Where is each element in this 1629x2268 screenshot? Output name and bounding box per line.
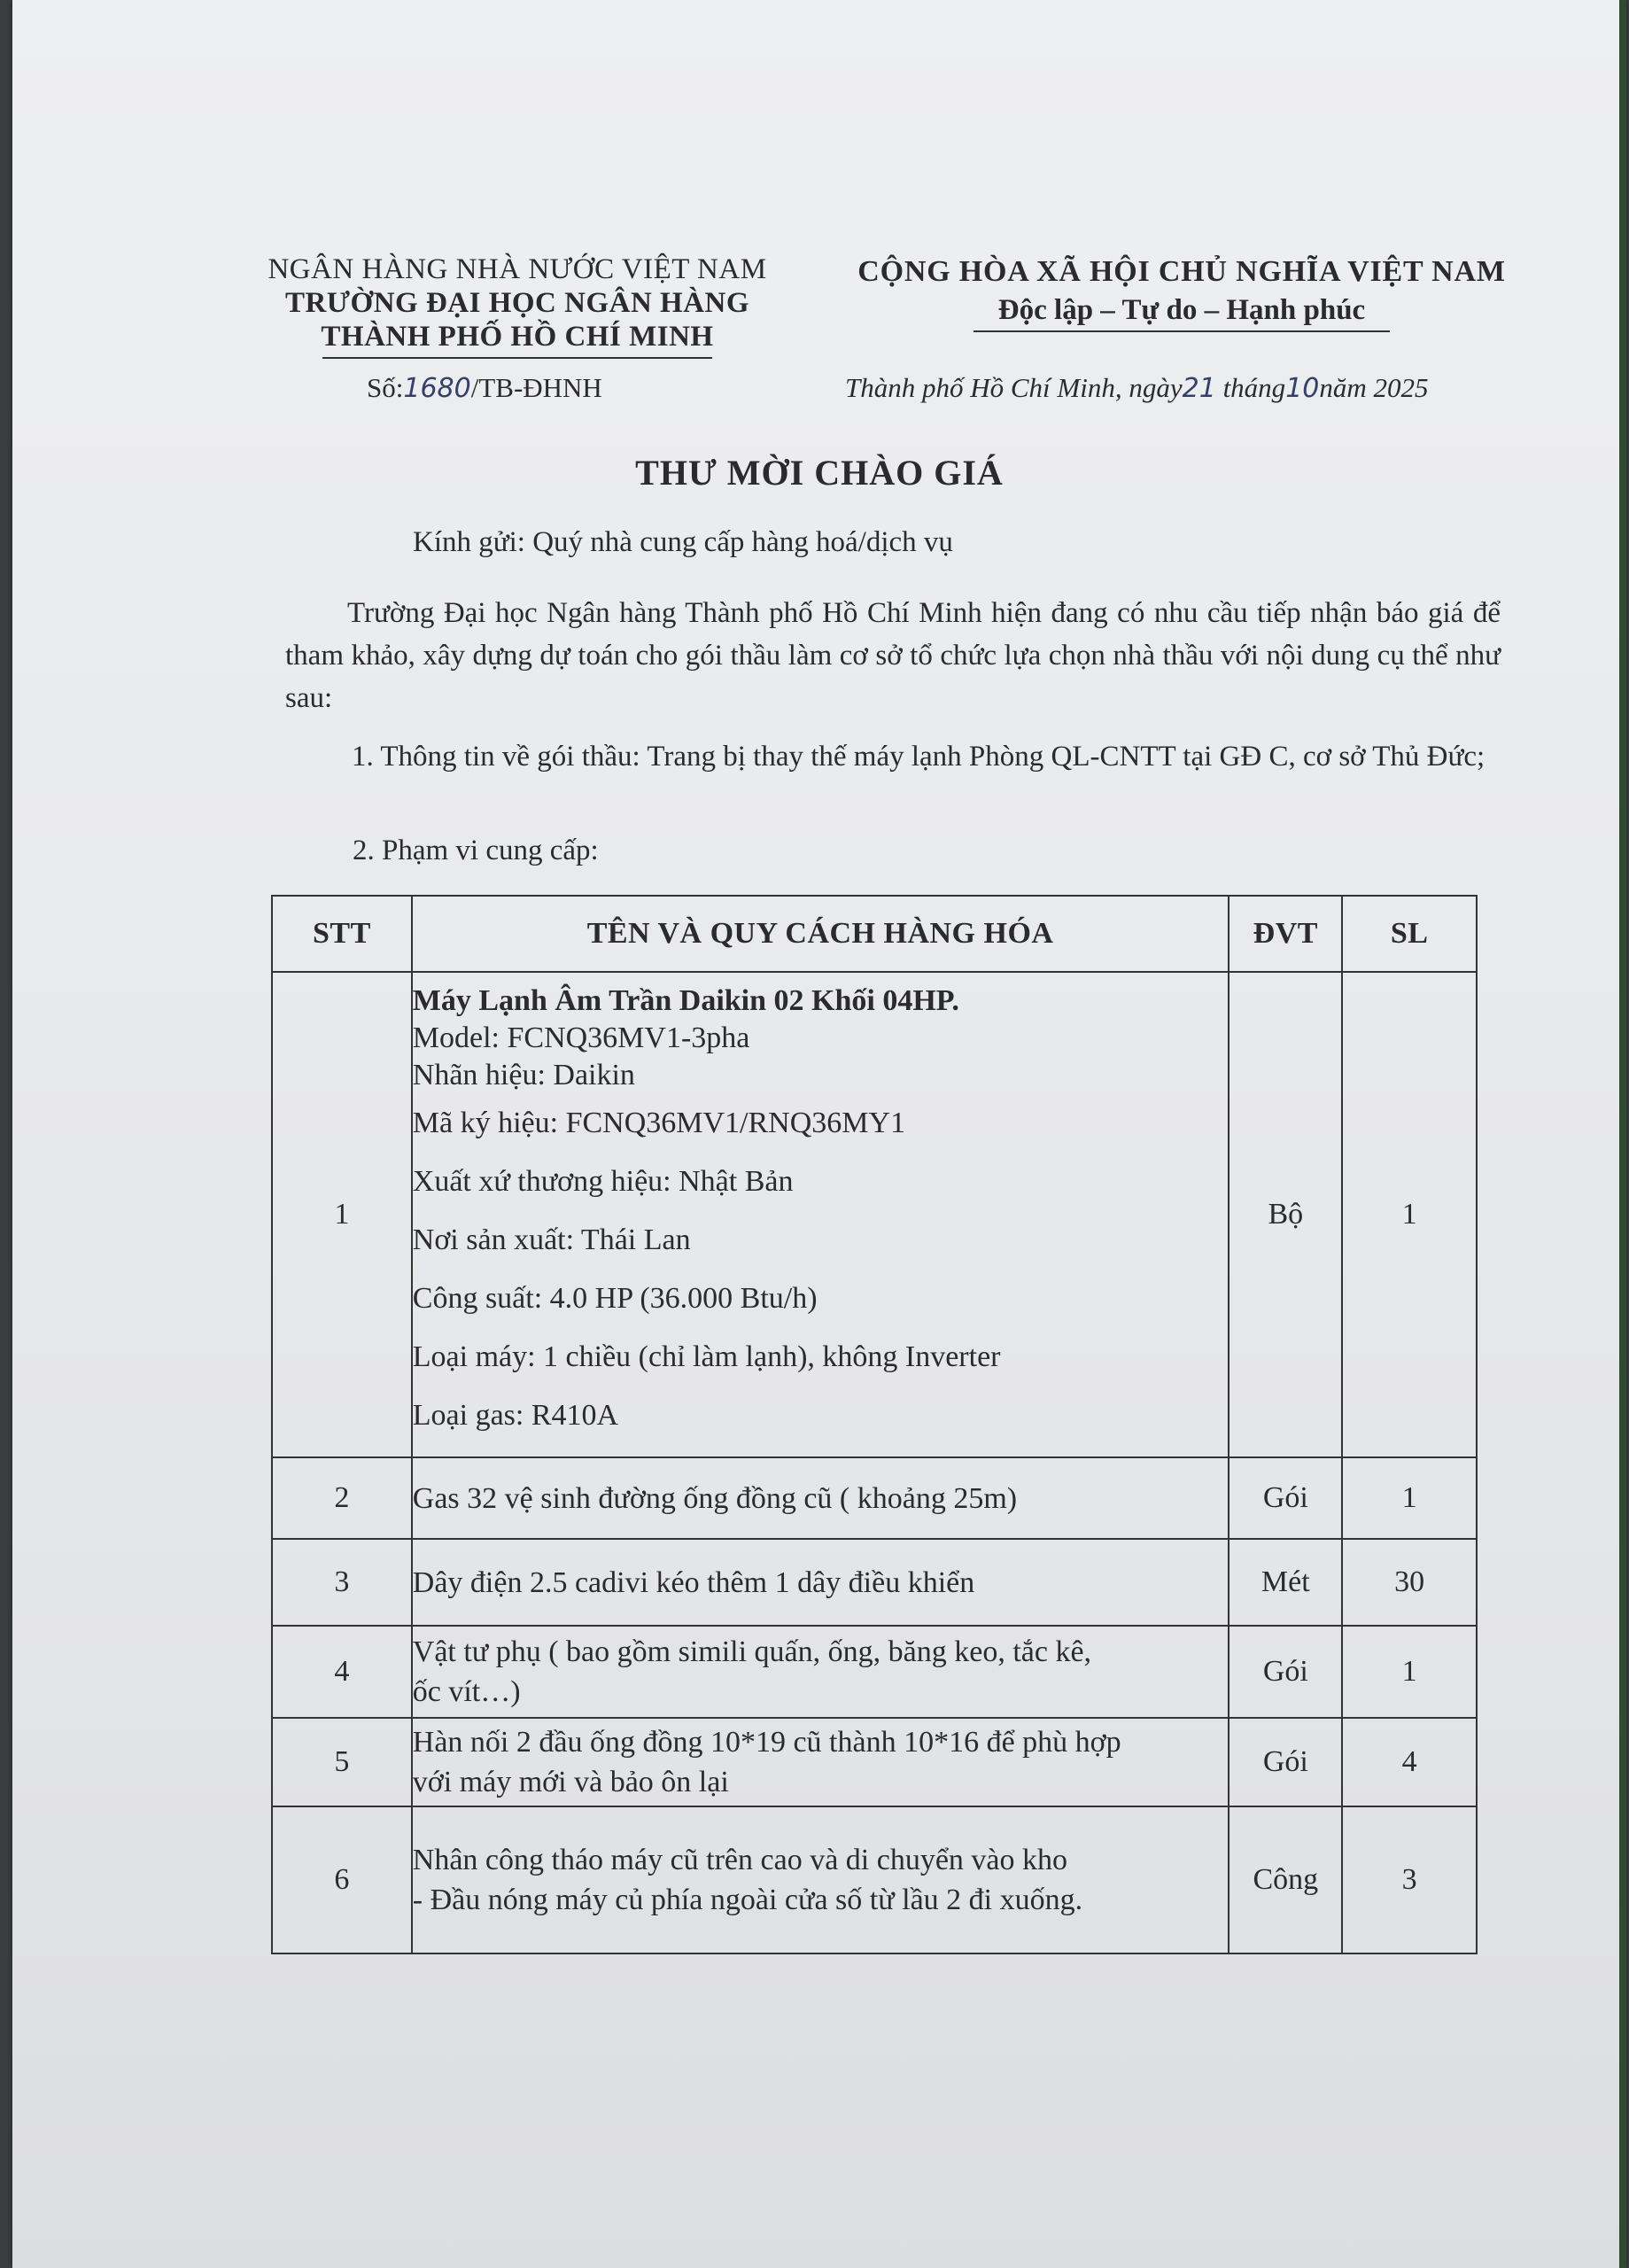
issuer-line-2: TRƯỜNG ĐẠI HỌC NGÂN HÀNG	[284, 287, 750, 319]
page-edge-background	[1619, 0, 1626, 2268]
cell-qty: 1	[1342, 972, 1477, 1457]
spec-line: Nhãn hiệu: Daikin	[412, 1059, 635, 1091]
description-line: Gas 32 vệ sinh đường ống đồng cũ ( khoảng 25m)	[412, 1481, 1018, 1515]
table-row	[272, 1457, 1477, 1539]
country-name: CỘNG HÒA XÃ HỘI CHỦ NGHĨA VIỆT NAM	[857, 255, 1506, 288]
date-month: 10	[1285, 373, 1320, 404]
spec-line: Xuất xứ thương hiệu: Nhật Bản	[412, 1165, 794, 1198]
table-header-row	[272, 896, 1477, 972]
description-line: - Đầu nóng máy củ phía ngoài cửa số từ lầu 2 đi xuống.	[412, 1884, 1083, 1916]
cell-stt: 2	[272, 1457, 412, 1539]
cell-unit: Gói	[1229, 1457, 1342, 1539]
document-number-prefix: Số:	[367, 372, 404, 403]
description-line: ốc vít…)	[412, 1675, 521, 1708]
table-row	[272, 1626, 1477, 1718]
description-line: Dây điện 2.5 cadivi kéo thêm 1 dây điều khiển	[412, 1565, 975, 1599]
cell-qty: 3	[1342, 1806, 1477, 1953]
issuer-line-3: THÀNH PHỐ HỒ CHÍ MINH	[321, 321, 714, 353]
cell-stt: 6	[272, 1806, 412, 1953]
document-date	[845, 372, 1429, 404]
date-month-label: tháng	[1222, 372, 1286, 403]
national-motto-block	[841, 252, 1523, 332]
cell-stt: 3	[272, 1539, 412, 1626]
cell-unit: Gói	[1229, 1718, 1342, 1806]
package-info-paragraph: 1. Thông tin về gói thầu: Trang bị thay thế máy lạnh Phòng QL-CNTT tại GĐ C, cơ sở Thủ Đức;	[352, 741, 1485, 773]
motto-underline	[974, 330, 1390, 332]
cell-qty: 1	[1342, 1626, 1477, 1718]
spec-line: Loại máy: 1 chiều (chỉ làm lạnh), không Inverter	[412, 1340, 1001, 1373]
date-day: 21	[1182, 373, 1216, 404]
cell-stt: 1	[272, 972, 412, 1457]
cell-qty: 1	[1342, 1457, 1477, 1539]
header-stt: STT	[272, 896, 412, 972]
cell-description	[412, 1806, 1230, 1953]
document-number-handwritten: 1680	[403, 373, 471, 404]
issuer-line-1: NGÂN HÀNG NHÀ NƯỚC VIỆT NAM	[268, 253, 767, 285]
intro-paragraph: Trường Đại học Ngân hàng Thành phố Hồ Chí Minh hiện đang có nhu cầu tiếp nhận báo giá để tham khảo, xây dựng dự toán cho gói thầu làm cơ sở tổ chức lựa chọn nhà thầu với nội dung cụ thể như sau:	[285, 597, 1501, 714]
cell-description	[412, 1626, 1230, 1718]
header-unit: ĐVT	[1229, 896, 1342, 972]
spec-line: Mã ký hiệu: FCNQ36MV1/RNQ36MY1	[412, 1107, 906, 1139]
date-prefix: Thành phố Hồ Chí Minh, ngày	[845, 372, 1183, 403]
cell-stt: 4	[272, 1626, 412, 1718]
greeting: Kính gửi: Quý nhà cung cấp hàng hoá/dịch vụ	[413, 526, 953, 558]
motto: Độc lập – Tự do – Hạnh phúc	[997, 294, 1366, 326]
cell-unit: Công	[1229, 1806, 1342, 1953]
cell-description	[412, 1539, 1230, 1626]
cell-description	[412, 1718, 1230, 1806]
cell-stt: 5	[272, 1718, 412, 1806]
description-line: Nhân công tháo máy cũ trên cao và di chuyển vào kho	[412, 1844, 1068, 1876]
cell-unit: Mét	[1229, 1539, 1342, 1626]
issuer-block	[252, 252, 783, 359]
document-number	[367, 372, 602, 404]
description-line: Hàn nối 2 đầu ống đồng 10*19 cũ thành 10*16 để phù hợp	[412, 1726, 1121, 1759]
cell-unit: Gói	[1229, 1626, 1342, 1718]
header-qty: SL	[1342, 896, 1477, 972]
table-row	[272, 972, 1477, 1457]
document-page	[12, 0, 1626, 2268]
cell-description	[412, 972, 1230, 1457]
items-table	[271, 895, 1478, 1954]
table-row	[272, 1718, 1477, 1806]
cell-qty: 4	[1342, 1718, 1477, 1806]
spec-line: Loại gas: R410A	[412, 1399, 619, 1432]
scope-heading: 2. Phạm vi cung cấp:	[353, 835, 599, 866]
spec-line: Model: FCNQ36MV1-3pha	[412, 1021, 750, 1054]
item-title: Máy Lạnh Âm Trần Daikin 02 Khối 04HP.	[412, 984, 959, 1017]
table-row	[272, 1806, 1477, 1953]
description-line: Vật tư phụ ( bao gồm simili quấn, ống, băng keo, tắc kê,	[412, 1635, 1092, 1668]
cell-unit: Bộ	[1229, 972, 1342, 1457]
spec-line: Nơi sản xuất: Thái Lan	[412, 1223, 691, 1256]
cell-description	[412, 1457, 1230, 1539]
document-number-suffix: /TB-ĐHNH	[470, 372, 602, 403]
description-line: với máy mới và bảo ôn lại	[412, 1766, 729, 1798]
cell-qty: 30	[1342, 1539, 1477, 1626]
table-row	[272, 1539, 1477, 1626]
spec-line: Công suất: 4.0 HP (36.000 Btu/h)	[412, 1282, 818, 1315]
header-name-spec: TÊN VÀ QUY CÁCH HÀNG HÓA	[412, 896, 1230, 972]
date-year: năm 2025	[1319, 372, 1429, 403]
issuer-underline	[322, 357, 712, 359]
document-title: THƯ MỜI CHÀO GIÁ	[635, 453, 1004, 493]
